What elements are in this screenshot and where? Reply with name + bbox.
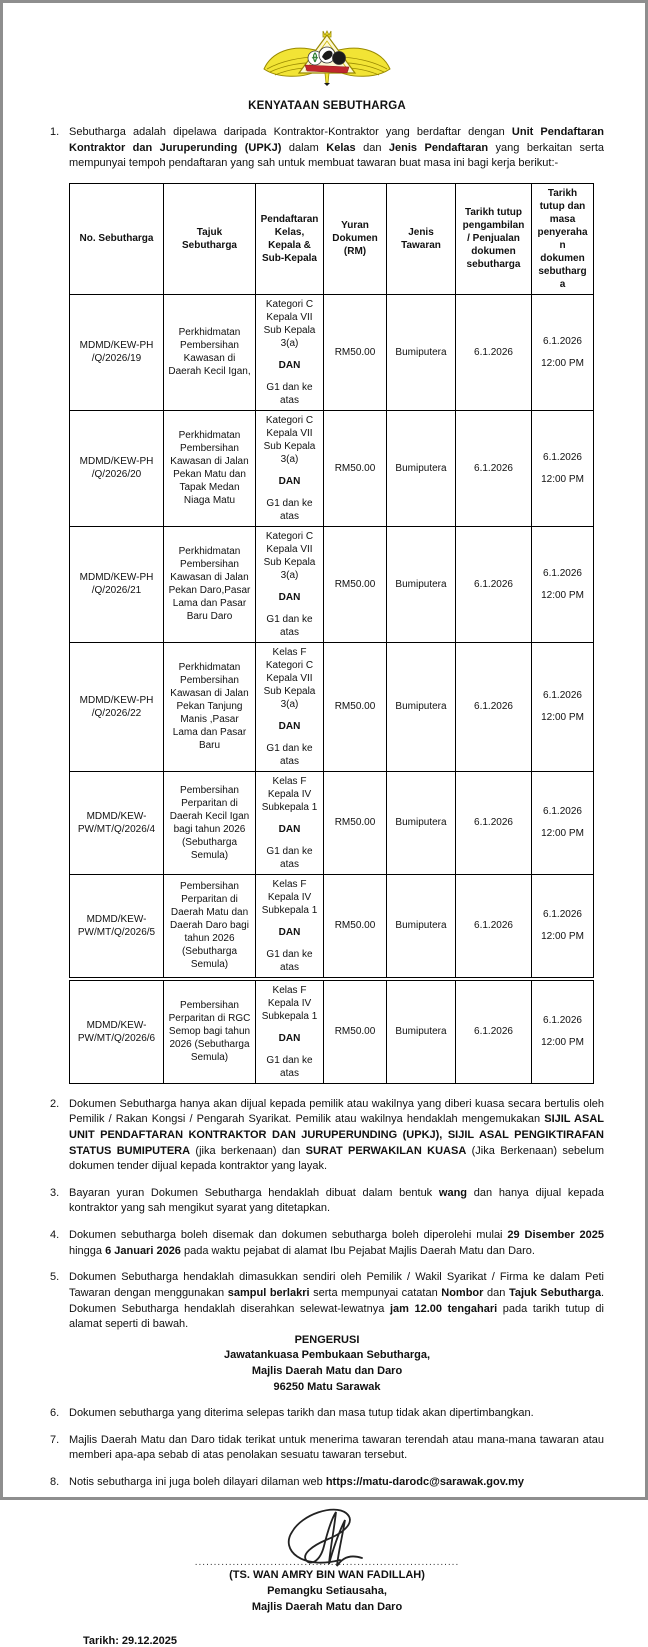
table-row (70, 771, 594, 874)
cell-jenis-tawaran: Bumiputera (387, 979, 456, 1084)
cell-yuran-dokumen: RM50.00 (324, 526, 387, 642)
cell-yuran-dokumen: RM50.00 (324, 979, 387, 1084)
signature-block (50, 1502, 604, 1616)
table-row (70, 294, 594, 410)
cell-tarikh-masa: 6.1.2026 12:00 PM (532, 526, 594, 642)
cell-no-sebutharga: MDMD/KEW-PH /Q/2026/19 (70, 294, 164, 410)
cell-pendaftaran-kelas: Kelas F Kepala IV Subkepala 1 DAN G1 dan ke atas (256, 979, 324, 1084)
cell-tajuk-sebutharga: Perkhidmatan Pembersihan Kawasan di Jalan Pekan Tanjung Manis ,Pasar Lama dan Pasar Baru (164, 642, 256, 771)
cell-no-sebutharga: MDMD/KEW-PH /Q/2026/20 (70, 410, 164, 526)
footer-date: Tarikh: 29.12.2025 (83, 1635, 177, 1647)
cell-tarikh-masa: 6.1.2026 12:00 PM (532, 642, 594, 771)
column-header-yuran: Yuran Dokumen (RM) (324, 183, 387, 294)
column-header-pendaftaran: Pendaftaran Kelas, Kepala & Sub-Kepala (256, 183, 324, 294)
cell-tarikh-tutup: 6.1.2026 (456, 410, 532, 526)
notice-item-8 (50, 1475, 604, 1491)
item-number: 3. (50, 1186, 60, 1199)
signatory-org: Majlis Daerah Matu dan Daro (251, 1600, 403, 1613)
signature-line: ...................................................................... (194, 1556, 460, 1568)
cell-jenis-tawaran: Bumiputera (387, 874, 456, 979)
cell-pendaftaran-kelas: Kategori C Kepala VII Sub Kepala 3(a) DAN G1 dan ke atas (256, 410, 324, 526)
item-text: Dokumen sebutharga boleh disemak dan dokumen sebutharga boleh diperolehi mulai 29 Disember 2025 hingga 6 Januari 2026 pada waktu pejabat di alamat Ibu Pejabat Majlis Daerah Matu dan Daro. (69, 1229, 604, 1257)
cell-tarikh-tutup: 6.1.2026 (456, 294, 532, 410)
cell-tajuk-sebutharga: Perkhidmatan Pembersihan Kawasan di Daerah Kecil Igan, (164, 294, 256, 410)
table-row (70, 979, 594, 1084)
notice-item-1 (50, 125, 604, 172)
cell-jenis-tawaran: Bumiputera (387, 642, 456, 771)
cell-yuran-dokumen: RM50.00 (324, 771, 387, 874)
cell-pendaftaran-kelas: Kelas F Kategori C Kepala VII Sub Kepala 3(a) DAN G1 dan ke atas (256, 642, 324, 771)
web-url: https://matu-darodc@sarawak.gov.my (325, 1476, 525, 1489)
notice-item-2 (50, 1097, 604, 1175)
column-header-tarikh-tutup: Tarikh tutup pengambilan / Penjualan dokumen sebutharga (456, 183, 532, 294)
item-text: Dokumen Sebutharga hanya akan dijual kepada pemilik atau wakilnya yang diberi kuasa secara bertulis oleh Pemilik / Rakan Kongsi / Pengarah Syarikat. Pemilik atau wakilnya hendaklah mengemukakan SIJIL ASAL UNIT PENDAFTARAN KONTRAKTOR DAN JURUPERUNDING (UPKJ), SIJIL ASAL PENGIKTIRAFAN STATUS BUMIPUTERA (jika berkenaan) dan SURAT PERWAKILAN KUASA (Jika Berkenaan) sebelum dokumen tender dijual kepada kontraktor yang layak. (69, 1097, 605, 1173)
cell-pendaftaran-kelas: Kelas F Kepala IV Subkepala 1 DAN G1 dan ke atas (256, 771, 324, 874)
page-title: KENYATAAN SEBUTHARGA (248, 100, 406, 112)
item-text: Bayaran yuran Dokumen Sebutharga hendaklah dibuat dalam bentuk wang dan hanya dijual kepada kontraktor yang sah mengikut syarat yang ditetapkan. (69, 1186, 604, 1215)
notice-item-6 (50, 1406, 604, 1422)
submission-address-block: PENGERUSI Jawatankuasa Pembukaan Sebutharga, Majlis Daerah Matu dan Daro 96250 Matu Sarawak (223, 1333, 431, 1393)
cell-tarikh-tutup: 6.1.2026 (456, 979, 532, 1084)
cell-tarikh-masa: 6.1.2026 12:00 PM (532, 410, 594, 526)
cell-tarikh-tutup: 6.1.2026 (456, 642, 532, 771)
cell-no-sebutharga: MDMD/KEW- PW/MT/Q/2026/4 (70, 771, 164, 874)
cell-no-sebutharga: MDMD/KEW-PH /Q/2026/22 (70, 642, 164, 771)
logo-container (50, 27, 604, 92)
table-row (70, 526, 594, 642)
item-number: 2. (50, 1097, 60, 1110)
item-text: Notis sebutharga ini juga boleh dilayari dilaman web https://matu-darodc@sarawak.gov.my (69, 1476, 525, 1489)
table-row (70, 410, 594, 526)
cell-pendaftaran-kelas: Kategori C Kepala VII Sub Kepala 3(a) DAN G1 dan ke atas (256, 526, 324, 642)
cell-jenis-tawaran: Bumiputera (387, 526, 456, 642)
column-header-tajuk: Tajuk Sebutharga (164, 183, 256, 294)
cell-tarikh-tutup: 6.1.2026 (456, 771, 532, 874)
item-text: Dokumen sebutharga yang diterima selepas tarikh dan masa tutup tidak akan dipertimbangkan. (69, 1407, 534, 1420)
item-number: 4. (50, 1229, 60, 1242)
cell-tarikh-masa: 6.1.2026 12:00 PM (532, 874, 594, 979)
cell-tajuk-sebutharga: Perkhidmatan Pembersihan Kawasan di Jalan Pekan Daro,Pasar Lama dan Pasar Baru Daro (164, 526, 256, 642)
notice-item-5 (50, 1270, 604, 1332)
cell-jenis-tawaran: Bumiputera (387, 410, 456, 526)
cell-tarikh-masa: 6.1.2026 12:00 PM (532, 979, 594, 1084)
item-number: 1. (50, 126, 60, 138)
cell-tarikh-masa: 6.1.2026 12:00 PM (532, 294, 594, 410)
tender-table (69, 183, 594, 1084)
notice-item-7 (50, 1433, 604, 1464)
column-header-tarikh-masa: Tarikh tutup dan masa penyerahan dokumen sebutharga (532, 183, 594, 294)
table-header-row (70, 183, 594, 294)
cell-no-sebutharga: MDMD/KEW- PW/MT/Q/2026/5 (70, 874, 164, 979)
item-number: 5. (50, 1271, 60, 1284)
signatory-title: Pemangku Setiausaha, (267, 1584, 387, 1597)
cell-yuran-dokumen: RM50.00 (324, 410, 387, 526)
cell-jenis-tawaran: Bumiputera (387, 294, 456, 410)
cell-tajuk-sebutharga: Perkhidmatan Pembersihan Kawasan di Jalan Pekan Matu dan Tapak Medan Niaga Matu (164, 410, 256, 526)
item-number: 6. (50, 1407, 60, 1420)
cell-yuran-dokumen: RM50.00 (324, 294, 387, 410)
cell-tarikh-tutup: 6.1.2026 (456, 874, 532, 979)
cell-no-sebutharga: MDMD/KEW- PW/MT/Q/2026/6 (70, 979, 164, 1084)
cell-yuran-dokumen: RM50.00 (324, 642, 387, 771)
cell-tajuk-sebutharga: Pembersihan Perparitan di RGC Semop bagi tahun 2026 (Sebutharga Semula) (164, 979, 256, 1084)
table-row (70, 874, 594, 979)
item-number: 8. (50, 1476, 60, 1489)
cell-tajuk-sebutharga: Pembersihan Perparitan di Daerah Kecil Igan bagi tahun 2026 (Sebutharga Semula) (164, 771, 256, 874)
cell-jenis-tawaran: Bumiputera (387, 771, 456, 874)
column-header-no: No. Sebutharga (70, 183, 164, 294)
signatory-name: (TS. WAN AMRY BIN WAN FADILLAH) (229, 1568, 425, 1581)
item-text: Dokumen Sebutharga hendaklah dimasukkan sendiri oleh Pemilik / Wakil Syarikat / Firma ke dalam Peti Tawaran dengan menggunakan sampul berlakri serta mempunyai catatan Nombor dan Tajuk Sebutharga. Dokumen Sebutharga hendaklah diserahkan selewat-lewatnya jam 12.00 tengahari pada tarikh tutup di alamat seperti di bawah. (69, 1271, 604, 1331)
cell-no-sebutharga: MDMD/KEW-PH /Q/2026/21 (70, 526, 164, 642)
council-crest-icon (257, 27, 397, 87)
notice-item-4 (50, 1228, 604, 1259)
item-text: Majlis Daerah Matu dan Daro tidak terikat untuk menerima tawaran terendah atau mana-mana tawaran atau memberi apa-apa sebab di atas penolakan sesuatu tawaran tersebut. (69, 1433, 604, 1462)
item-number: 7. (50, 1433, 60, 1446)
cell-tajuk-sebutharga: Pembersihan Perparitan di Daerah Matu dan Daerah Daro bagi tahun 2026 (Sebutharga Semula) (164, 874, 256, 979)
column-header-jenis: Jenis Tawaran (387, 183, 456, 294)
cell-tarikh-masa: 6.1.2026 12:00 PM (532, 771, 594, 874)
cell-pendaftaran-kelas: Kategori C Kepala VII Sub Kepala 3(a) DAN G1 dan ke atas (256, 294, 324, 410)
table-row (70, 642, 594, 771)
cell-yuran-dokumen: RM50.00 (324, 874, 387, 979)
notice-item-3 (50, 1186, 604, 1217)
cell-tarikh-tutup: 6.1.2026 (456, 526, 532, 642)
cell-pendaftaran-kelas: Kelas F Kepala IV Subkepala 1 DAN G1 dan ke atas (256, 874, 324, 979)
item-text: Sebutharga adalah dipelawa daripada Kontraktor-Kontraktor yang berdaftar dengan Unit Pendaftaran Kontraktor dan Juruperunding (UPKJ) dalam Kelas dan Jenis Pendaftaran yang berkaitan serta mempunyai tempoh pendaftaran yang sah untuk membuat tawaran buat masa ini bagi kerja berikut:- (69, 126, 604, 170)
tender-table-body (70, 294, 594, 1083)
